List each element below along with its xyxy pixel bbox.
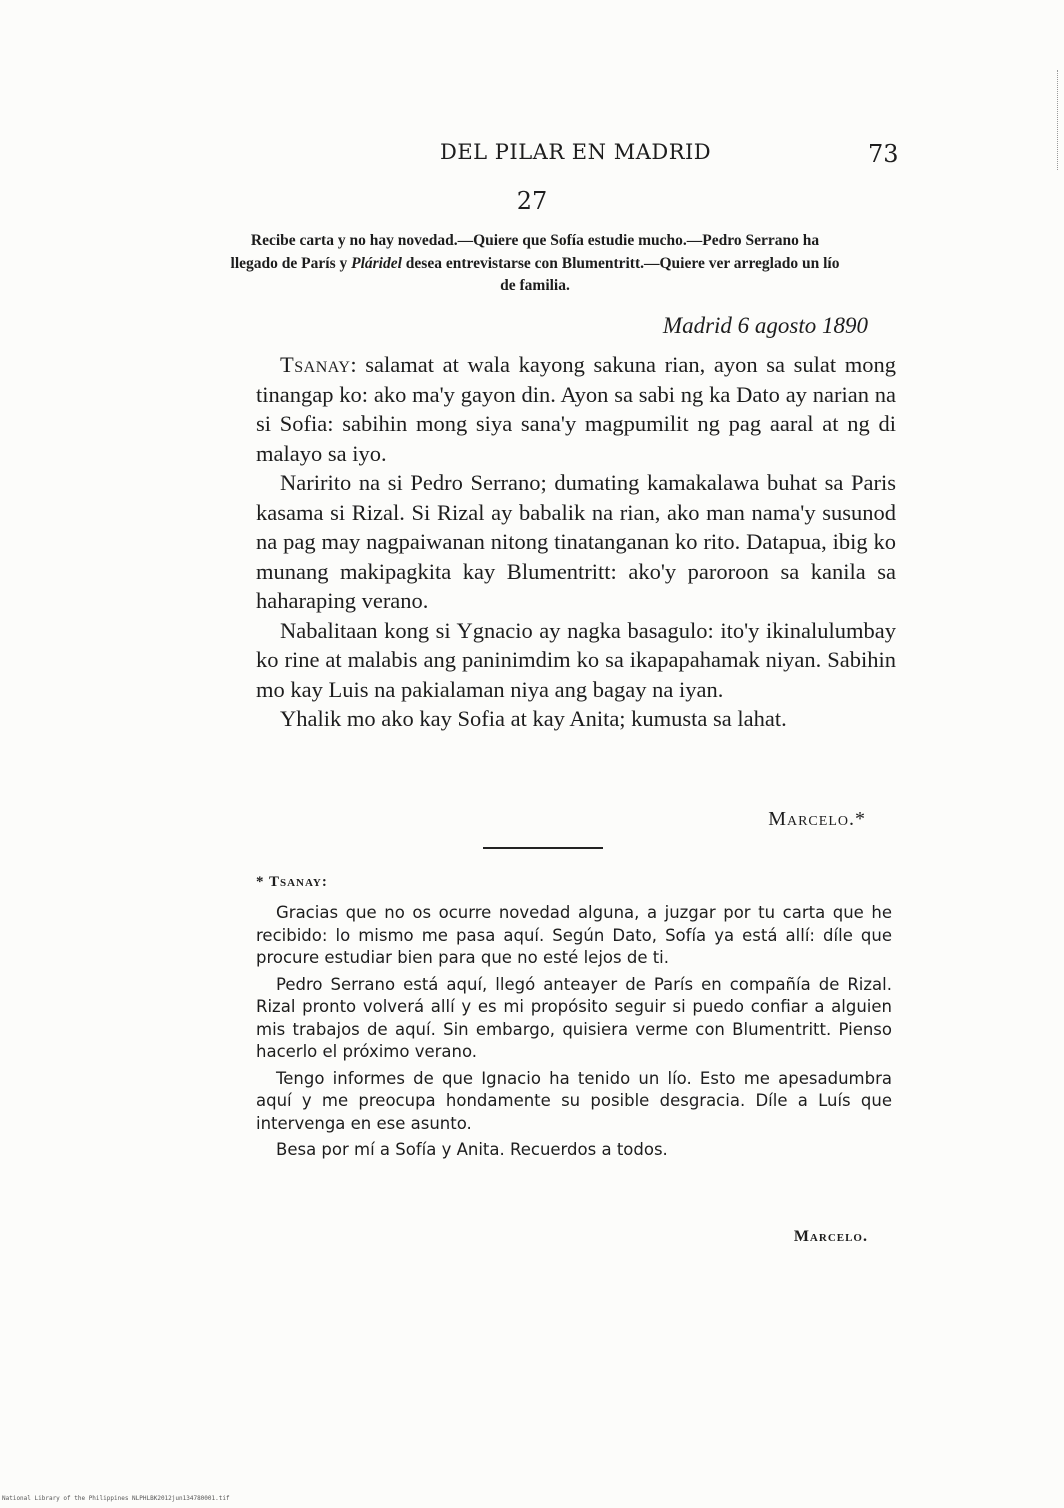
body-paragraph	[256, 350, 896, 468]
divider-rule	[483, 847, 603, 849]
footnote-paragraph: Pedro Serrano está aquí, llegó anteayer de París en compañía de Rizal. Rizal pronto volverá allí y es mi propósito seguir si puedo confiar a alguien mis trabajos de aquí. Sin embargo, quisiera verme con Blumentritt. Pienso hacerlo el próximo verano.	[256, 974, 892, 1061]
body-paragraph: Naririto na si Pedro Serrano; dumating kamakalawa buhat sa Paris kasama si Rizal. Si Rizal ay babalik na rian, ako man nama'y susunod na pag may nagpaiwanan nitong tinatanganan ko rito. Datapua, ibig ko munang makipagkita kay Blumentritt: ako'y paroroon sa kanila sa haharaping verano.	[256, 470, 896, 613]
summary-part-2: desea entrevistarse con Blumentritt.—Quiere ver arreglado un lío de familia.	[401, 254, 840, 294]
footnote-paragraph: Tengo informes de que Ignacio ha tenido un lío. Esto me apesadumbra aquí y me preocupa hondamente su posible desgracia. Díle a Luís que intervenga en ese asunto.	[256, 1068, 892, 1133]
body-paragraph: Yhalik mo ako kay Sofia at kay Anita; kumusta sa lahat.	[280, 706, 787, 731]
summary-part-1: Recibe carta y no hay novedad.—Quiere que Sofía estudie mucho.—Pedro Serrano ha llegado de París y	[230, 232, 820, 272]
scan-edge-marks	[1057, 70, 1060, 170]
body-paragraph: Nabalitaan kong si Ygnacio ay nagka basagulo: ito'y ikinalulumbay ko rine at malabis ang paninimdim ko sa ikapapahamak niyan. Sabihin mo kay Luis na pakialaman niya ang bagay na iyan.	[256, 617, 896, 702]
footnote-paragraph: Besa por mí a Sofía y Anita. Recuerdos a todos.	[276, 1140, 668, 1159]
footnote-label: * Tsanay:	[256, 874, 328, 890]
page-number: 73	[868, 140, 899, 168]
running-title: DEL PILAR EN MADRID	[440, 140, 712, 164]
letter-body	[256, 350, 896, 734]
letter-number: 27	[516, 187, 548, 215]
footnote-signature: Marcelo.	[793, 1228, 868, 1245]
salutation: Tsanay	[280, 352, 351, 377]
footnote-paragraph: Gracias que no os ocurre novedad alguna, a juzgar por tu carta que he recibido: lo mismo me pasa aquí. Según Dato, Sofía ya está allí: díle que procure estudiar bien para que no esté lejos de ti.	[256, 903, 892, 967]
letter-summary	[230, 230, 840, 298]
scan-footer: National Library of the Philippines NLPHLBK2012jun134780001.tif	[2, 1495, 230, 1502]
letter-signature: Marcelo.*	[768, 808, 866, 830]
paragraph-text: : salamat at wala kayong sakuna rian, ayon sa sulat mong tinangap ko: ako ma'y gayon din. Ayon sa sabi ng ka Dato ay narian na si Sofia: sabihin mong siya sana'y magpumilit ng pag aaral at ng di malayo sa iyo.	[256, 352, 896, 466]
summary-italic: Pláridel	[351, 254, 402, 272]
footnote-translation	[256, 902, 892, 1162]
dateline: Madrid 6 agosto 1890	[662, 313, 868, 338]
